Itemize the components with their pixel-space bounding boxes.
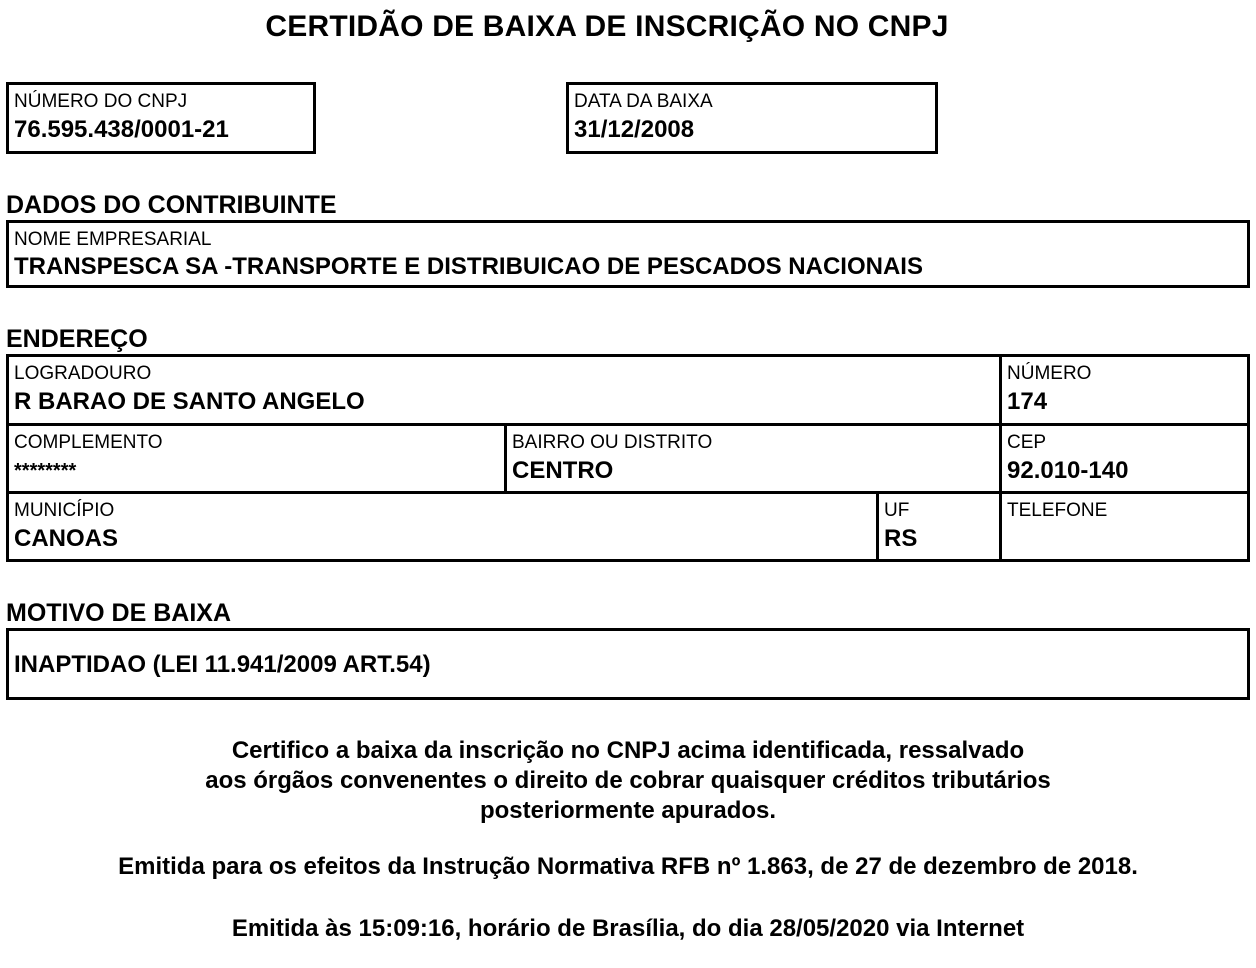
endereco-grid — [6, 354, 1250, 562]
municipio-label: MUNICÍPIO — [14, 500, 115, 521]
cep-cell — [1002, 426, 1247, 491]
bairro-value: CENTRO — [512, 457, 614, 484]
uf-label: UF — [884, 500, 910, 521]
document-title: CERTIDÃO DE BAIXA DE INSCRIÇÃO NO CNPJ — [265, 10, 949, 43]
numero-cell — [1002, 357, 1247, 423]
complemento-value: ******** — [14, 460, 77, 482]
contribuinte-section-title: DADOS DO CONTRIBUINTE — [6, 191, 337, 219]
motivo-value: INAPTIDAO (LEI 11.941/2009 ART.54) — [14, 651, 431, 678]
endereco-section-title: ENDEREÇO — [6, 325, 148, 353]
uf-cell — [879, 494, 999, 559]
complemento-label: COMPLEMENTO — [14, 432, 163, 453]
instrucao-normativa: Emitida para os efeitos da Instrução Normativa RFB nº 1.863, de 27 de dezembro de 2018. — [118, 853, 1138, 880]
data-baixa-value: 31/12/2008 — [574, 116, 695, 143]
nome-empresarial-value: TRANSPESCA SA -TRANSPORTE E DISTRIBUICAO DE PESCADOS NACIONAIS — [14, 253, 923, 280]
cnpj-label: NÚMERO DO CNPJ — [14, 91, 188, 112]
nome-empresarial-box — [6, 220, 1250, 288]
bairro-cell — [507, 426, 999, 491]
cep-label: CEP — [1007, 432, 1047, 453]
motivo-section-title: MOTIVO DE BAIXA — [6, 599, 232, 627]
telefone-label: TELEFONE — [1007, 500, 1108, 521]
logradouro-value: R BARAO DE SANTO ANGELO — [14, 388, 365, 415]
logradouro-label: LOGRADOURO — [14, 363, 152, 384]
certificacao-line-2: aos órgãos convenentes o direito de cobrar quaisquer créditos tributários — [205, 767, 1051, 794]
certificacao-line-3: posteriormente apurados. — [479, 797, 777, 824]
uf-value: RS — [884, 525, 918, 552]
motivo-box — [6, 628, 1250, 700]
emissao-info: Emitida às 15:09:16, horário de Brasília, do dia 28/05/2020 via Internet — [231, 915, 1025, 942]
numero-label: NÚMERO — [1007, 363, 1092, 384]
complemento-cell — [9, 426, 504, 491]
data-baixa-box — [566, 82, 938, 154]
numero-value: 174 — [1007, 388, 1048, 415]
municipio-value: CANOAS — [14, 525, 119, 552]
cep-value: 92.010-140 — [1007, 457, 1129, 484]
telefone-cell — [1002, 494, 1247, 559]
cnpj-value: 76.595.438/0001-21 — [14, 116, 229, 143]
municipio-cell — [9, 494, 876, 559]
bairro-label: BAIRRO OU DISTRITO — [512, 432, 713, 453]
cnpj-box — [6, 82, 316, 154]
certificacao-line-1: Certifico a baixa da inscrição no CNPJ acima identificada, ressalvado — [231, 737, 1025, 764]
nome-empresarial-label: NOME EMPRESARIAL — [14, 229, 212, 250]
logradouro-cell — [9, 357, 999, 423]
data-baixa-label: DATA DA BAIXA — [574, 91, 713, 112]
